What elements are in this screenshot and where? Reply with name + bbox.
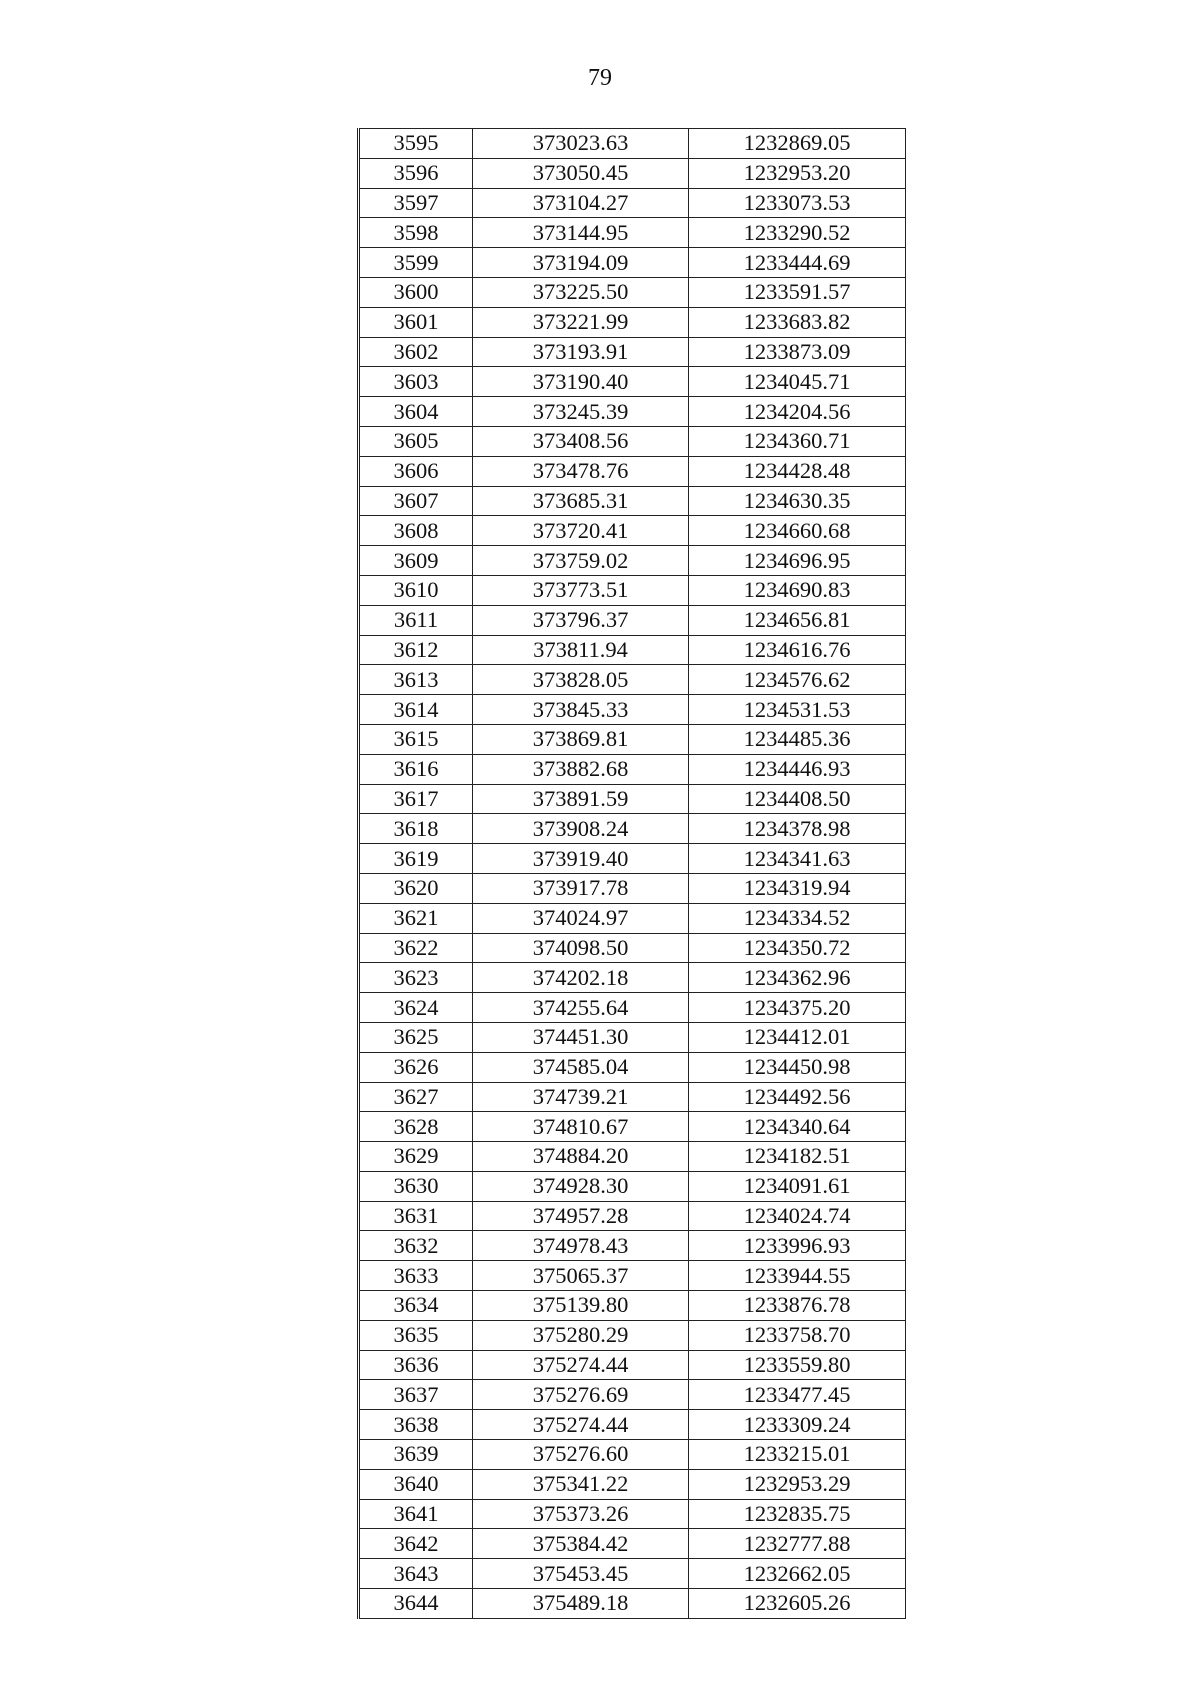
table-row xyxy=(359,1589,906,1619)
table-row xyxy=(359,1440,906,1470)
x-coordinate-cell: 373104.27 xyxy=(473,188,689,218)
x-coordinate-cell: 375065.37 xyxy=(473,1261,689,1291)
x-coordinate-cell: 373050.45 xyxy=(473,158,689,188)
coordinates-table-container xyxy=(357,128,904,1619)
y-coordinate-cell: 1232953.29 xyxy=(689,1469,906,1499)
y-coordinate-cell: 1234360.71 xyxy=(689,426,906,456)
table-row xyxy=(359,486,906,516)
y-coordinate-cell: 1232835.75 xyxy=(689,1499,906,1529)
point-number-cell: 3598 xyxy=(359,218,473,248)
y-coordinate-cell: 1233215.01 xyxy=(689,1440,906,1470)
table-row xyxy=(359,665,906,695)
y-coordinate-cell: 1232777.88 xyxy=(689,1529,906,1559)
point-number-cell: 3612 xyxy=(359,635,473,665)
table-row xyxy=(359,784,906,814)
y-coordinate-cell: 1234492.56 xyxy=(689,1082,906,1112)
y-coordinate-cell: 1233758.70 xyxy=(689,1320,906,1350)
table-row xyxy=(359,158,906,188)
y-coordinate-cell: 1234350.72 xyxy=(689,933,906,963)
table-row xyxy=(359,516,906,546)
x-coordinate-cell: 375274.44 xyxy=(473,1410,689,1440)
x-coordinate-cell: 373144.95 xyxy=(473,218,689,248)
y-coordinate-cell: 1234375.20 xyxy=(689,993,906,1023)
y-coordinate-cell: 1234531.53 xyxy=(689,695,906,725)
x-coordinate-cell: 373408.56 xyxy=(473,426,689,456)
x-coordinate-cell: 375384.42 xyxy=(473,1529,689,1559)
x-coordinate-cell: 375274.44 xyxy=(473,1350,689,1380)
point-number-cell: 3640 xyxy=(359,1469,473,1499)
table-row xyxy=(359,1112,906,1142)
point-number-cell: 3602 xyxy=(359,337,473,367)
page-number: 79 xyxy=(588,65,612,91)
x-coordinate-cell: 374810.67 xyxy=(473,1112,689,1142)
point-number-cell: 3595 xyxy=(359,129,473,159)
point-number-cell: 3609 xyxy=(359,546,473,576)
point-number-cell: 3618 xyxy=(359,814,473,844)
point-number-cell: 3616 xyxy=(359,754,473,784)
table-row xyxy=(359,546,906,576)
table-row xyxy=(359,1261,906,1291)
table-row xyxy=(359,218,906,248)
table-row xyxy=(359,605,906,635)
x-coordinate-cell: 374098.50 xyxy=(473,933,689,963)
point-number-cell: 3606 xyxy=(359,456,473,486)
table-row xyxy=(359,575,906,605)
x-coordinate-cell: 373720.41 xyxy=(473,516,689,546)
point-number-cell: 3638 xyxy=(359,1410,473,1440)
point-number-cell: 3625 xyxy=(359,1022,473,1052)
y-coordinate-cell: 1234630.35 xyxy=(689,486,906,516)
x-coordinate-cell: 374024.97 xyxy=(473,903,689,933)
x-coordinate-cell: 373685.31 xyxy=(473,486,689,516)
table-row xyxy=(359,1380,906,1410)
point-number-cell: 3614 xyxy=(359,695,473,725)
x-coordinate-cell: 375453.45 xyxy=(473,1559,689,1589)
table-row xyxy=(359,844,906,874)
y-coordinate-cell: 1234656.81 xyxy=(689,605,906,635)
y-coordinate-cell: 1234024.74 xyxy=(689,1201,906,1231)
point-number-cell: 3620 xyxy=(359,873,473,903)
y-coordinate-cell: 1233683.82 xyxy=(689,307,906,337)
point-number-cell: 3634 xyxy=(359,1291,473,1321)
point-number-cell: 3617 xyxy=(359,784,473,814)
table-row xyxy=(359,1559,906,1589)
y-coordinate-cell: 1233591.57 xyxy=(689,277,906,307)
table-row xyxy=(359,1231,906,1261)
table-row xyxy=(359,903,906,933)
y-coordinate-cell: 1232662.05 xyxy=(689,1559,906,1589)
x-coordinate-cell: 373811.94 xyxy=(473,635,689,665)
y-coordinate-cell: 1233944.55 xyxy=(689,1261,906,1291)
x-coordinate-cell: 373891.59 xyxy=(473,784,689,814)
x-coordinate-cell: 374739.21 xyxy=(473,1082,689,1112)
point-number-cell: 3639 xyxy=(359,1440,473,1470)
point-number-cell: 3608 xyxy=(359,516,473,546)
y-coordinate-cell: 1234696.95 xyxy=(689,546,906,576)
table-row xyxy=(359,307,906,337)
point-number-cell: 3626 xyxy=(359,1052,473,1082)
x-coordinate-cell: 373773.51 xyxy=(473,575,689,605)
table-row xyxy=(359,1082,906,1112)
table-row xyxy=(359,426,906,456)
x-coordinate-cell: 373221.99 xyxy=(473,307,689,337)
y-coordinate-cell: 1234091.61 xyxy=(689,1171,906,1201)
point-number-cell: 3643 xyxy=(359,1559,473,1589)
y-coordinate-cell: 1234428.48 xyxy=(689,456,906,486)
table-row xyxy=(359,277,906,307)
point-number-cell: 3624 xyxy=(359,993,473,1023)
y-coordinate-cell: 1234576.62 xyxy=(689,665,906,695)
point-number-cell: 3604 xyxy=(359,397,473,427)
x-coordinate-cell: 373908.24 xyxy=(473,814,689,844)
point-number-cell: 3632 xyxy=(359,1231,473,1261)
table-row xyxy=(359,248,906,278)
x-coordinate-cell: 373882.68 xyxy=(473,754,689,784)
y-coordinate-cell: 1234378.98 xyxy=(689,814,906,844)
table-row xyxy=(359,1320,906,1350)
point-number-cell: 3601 xyxy=(359,307,473,337)
table-row xyxy=(359,129,906,159)
table-row xyxy=(359,1201,906,1231)
point-number-cell: 3599 xyxy=(359,248,473,278)
x-coordinate-cell: 374451.30 xyxy=(473,1022,689,1052)
x-coordinate-cell: 375276.69 xyxy=(473,1380,689,1410)
point-number-cell: 3610 xyxy=(359,575,473,605)
y-coordinate-cell: 1233444.69 xyxy=(689,248,906,278)
point-number-cell: 3611 xyxy=(359,605,473,635)
point-number-cell: 3597 xyxy=(359,188,473,218)
x-coordinate-cell: 374978.43 xyxy=(473,1231,689,1261)
x-coordinate-cell: 373023.63 xyxy=(473,129,689,159)
y-coordinate-cell: 1233559.80 xyxy=(689,1350,906,1380)
table-row xyxy=(359,1529,906,1559)
coordinates-table-body xyxy=(359,129,906,1619)
point-number-cell: 3622 xyxy=(359,933,473,963)
table-row xyxy=(359,1410,906,1440)
y-coordinate-cell: 1234204.56 xyxy=(689,397,906,427)
y-coordinate-cell: 1233876.78 xyxy=(689,1291,906,1321)
point-number-cell: 3600 xyxy=(359,277,473,307)
point-number-cell: 3644 xyxy=(359,1589,473,1619)
table-row xyxy=(359,1052,906,1082)
table-row xyxy=(359,963,906,993)
x-coordinate-cell: 374255.64 xyxy=(473,993,689,1023)
point-number-cell: 3635 xyxy=(359,1320,473,1350)
point-number-cell: 3603 xyxy=(359,367,473,397)
y-coordinate-cell: 1234408.50 xyxy=(689,784,906,814)
point-number-cell: 3613 xyxy=(359,665,473,695)
x-coordinate-cell: 373796.37 xyxy=(473,605,689,635)
table-row xyxy=(359,873,906,903)
table-row xyxy=(359,397,906,427)
point-number-cell: 3642 xyxy=(359,1529,473,1559)
x-coordinate-cell: 375280.29 xyxy=(473,1320,689,1350)
x-coordinate-cell: 373225.50 xyxy=(473,277,689,307)
y-coordinate-cell: 1232953.20 xyxy=(689,158,906,188)
point-number-cell: 3629 xyxy=(359,1142,473,1172)
y-coordinate-cell: 1234690.83 xyxy=(689,575,906,605)
table-row xyxy=(359,1469,906,1499)
table-row xyxy=(359,1171,906,1201)
table-row xyxy=(359,1142,906,1172)
point-number-cell: 3596 xyxy=(359,158,473,188)
y-coordinate-cell: 1232605.26 xyxy=(689,1589,906,1619)
table-row xyxy=(359,1499,906,1529)
y-coordinate-cell: 1234340.64 xyxy=(689,1112,906,1142)
x-coordinate-cell: 375139.80 xyxy=(473,1291,689,1321)
table-row xyxy=(359,1022,906,1052)
x-coordinate-cell: 374957.28 xyxy=(473,1201,689,1231)
point-number-cell: 3637 xyxy=(359,1380,473,1410)
x-coordinate-cell: 375489.18 xyxy=(473,1589,689,1619)
y-coordinate-cell: 1233477.45 xyxy=(689,1380,906,1410)
y-coordinate-cell: 1234485.36 xyxy=(689,724,906,754)
x-coordinate-cell: 373478.76 xyxy=(473,456,689,486)
x-coordinate-cell: 375373.26 xyxy=(473,1499,689,1529)
x-coordinate-cell: 374928.30 xyxy=(473,1171,689,1201)
y-coordinate-cell: 1234412.01 xyxy=(689,1022,906,1052)
y-coordinate-cell: 1234450.98 xyxy=(689,1052,906,1082)
table-row xyxy=(359,814,906,844)
x-coordinate-cell: 374585.04 xyxy=(473,1052,689,1082)
point-number-cell: 3627 xyxy=(359,1082,473,1112)
table-row xyxy=(359,635,906,665)
x-coordinate-cell: 373194.09 xyxy=(473,248,689,278)
x-coordinate-cell: 373190.40 xyxy=(473,367,689,397)
y-coordinate-cell: 1234334.52 xyxy=(689,903,906,933)
y-coordinate-cell: 1234319.94 xyxy=(689,873,906,903)
x-coordinate-cell: 375341.22 xyxy=(473,1469,689,1499)
table-row xyxy=(359,993,906,1023)
point-number-cell: 3628 xyxy=(359,1112,473,1142)
table-row xyxy=(359,1350,906,1380)
point-number-cell: 3615 xyxy=(359,724,473,754)
table-row xyxy=(359,337,906,367)
y-coordinate-cell: 1233290.52 xyxy=(689,218,906,248)
point-number-cell: 3605 xyxy=(359,426,473,456)
table-row xyxy=(359,1291,906,1321)
x-coordinate-cell: 373245.39 xyxy=(473,397,689,427)
x-coordinate-cell: 373828.05 xyxy=(473,665,689,695)
point-number-cell: 3641 xyxy=(359,1499,473,1529)
x-coordinate-cell: 375276.60 xyxy=(473,1440,689,1470)
table-row xyxy=(359,933,906,963)
x-coordinate-cell: 373919.40 xyxy=(473,844,689,874)
y-coordinate-cell: 1234182.51 xyxy=(689,1142,906,1172)
point-number-cell: 3631 xyxy=(359,1201,473,1231)
point-number-cell: 3636 xyxy=(359,1350,473,1380)
table-row xyxy=(359,695,906,725)
point-number-cell: 3607 xyxy=(359,486,473,516)
x-coordinate-cell: 373193.91 xyxy=(473,337,689,367)
x-coordinate-cell: 373845.33 xyxy=(473,695,689,725)
y-coordinate-cell: 1234616.76 xyxy=(689,635,906,665)
x-coordinate-cell: 373869.81 xyxy=(473,724,689,754)
y-coordinate-cell: 1233873.09 xyxy=(689,337,906,367)
x-coordinate-cell: 373759.02 xyxy=(473,546,689,576)
y-coordinate-cell: 1234446.93 xyxy=(689,754,906,784)
y-coordinate-cell: 1233073.53 xyxy=(689,188,906,218)
coordinates-table xyxy=(357,128,906,1619)
y-coordinate-cell: 1232869.05 xyxy=(689,129,906,159)
x-coordinate-cell: 373917.78 xyxy=(473,873,689,903)
y-coordinate-cell: 1234660.68 xyxy=(689,516,906,546)
y-coordinate-cell: 1234045.71 xyxy=(689,367,906,397)
table-row xyxy=(359,754,906,784)
y-coordinate-cell: 1234362.96 xyxy=(689,963,906,993)
y-coordinate-cell: 1233996.93 xyxy=(689,1231,906,1261)
x-coordinate-cell: 374884.20 xyxy=(473,1142,689,1172)
table-row xyxy=(359,724,906,754)
table-row xyxy=(359,367,906,397)
point-number-cell: 3633 xyxy=(359,1261,473,1291)
point-number-cell: 3630 xyxy=(359,1171,473,1201)
table-row xyxy=(359,456,906,486)
table-row xyxy=(359,188,906,218)
point-number-cell: 3621 xyxy=(359,903,473,933)
x-coordinate-cell: 374202.18 xyxy=(473,963,689,993)
point-number-cell: 3623 xyxy=(359,963,473,993)
y-coordinate-cell: 1234341.63 xyxy=(689,844,906,874)
point-number-cell: 3619 xyxy=(359,844,473,874)
y-coordinate-cell: 1233309.24 xyxy=(689,1410,906,1440)
